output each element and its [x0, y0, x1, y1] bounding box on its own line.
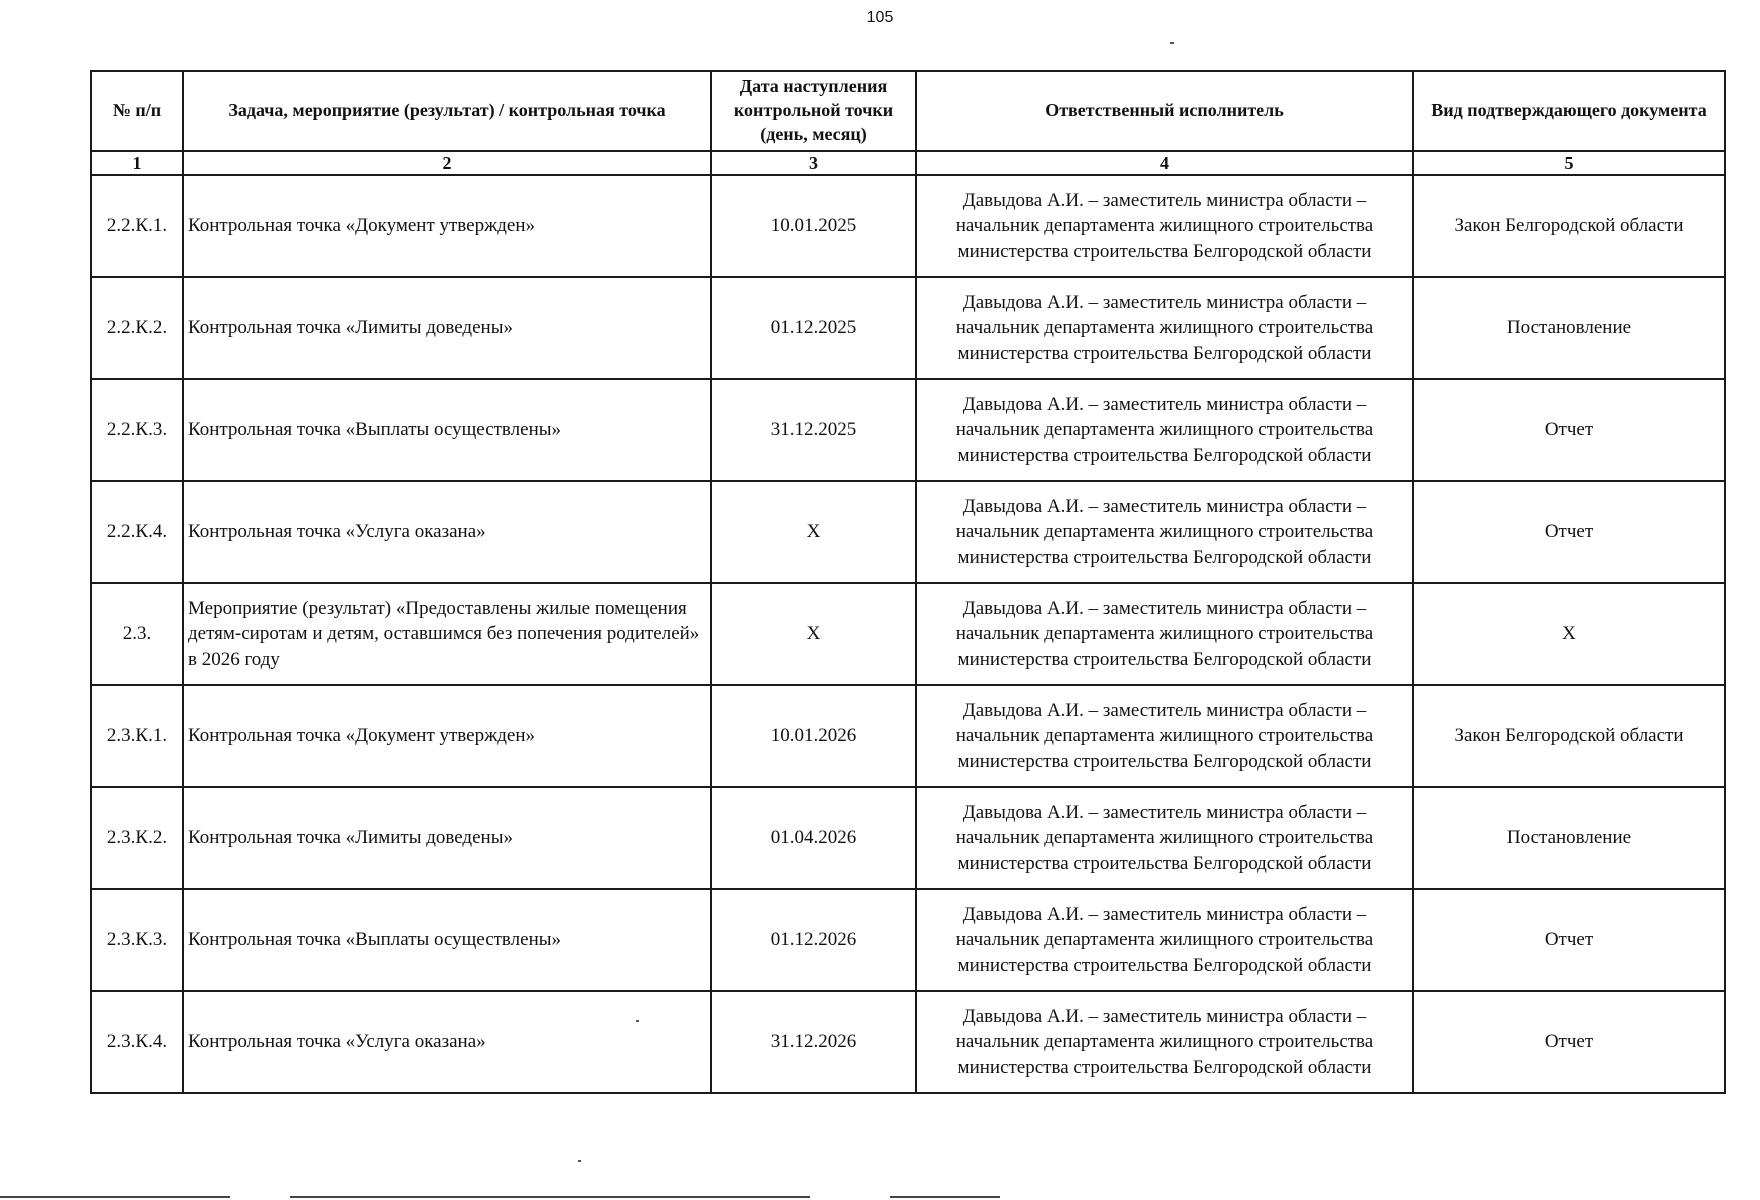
row-task: Контрольная точка «Услуга оказана» [183, 481, 711, 583]
row-responsible: Давыдова А.И. – заместитель министра области – начальник департамента жилищного строительства министерства строительства Белгородской области [916, 175, 1413, 277]
table-row [91, 175, 1725, 277]
row-document: Отчет [1413, 991, 1725, 1093]
row-date: 10.01.2025 [711, 175, 916, 277]
row-date: 10.01.2026 [711, 685, 916, 787]
header-task: Задача, мероприятие (результат) / контрольная точка [183, 71, 711, 151]
row-responsible: Давыдова А.И. – заместитель министра области – начальник департамента жилищного строительства министерства строительства Белгородской области [916, 991, 1413, 1093]
header-number: № п/п [91, 71, 183, 151]
row-number: 2.3.К.3. [91, 889, 183, 991]
table-row [91, 991, 1725, 1093]
column-number: 5 [1413, 151, 1725, 175]
row-responsible: Давыдова А.И. – заместитель министра области – начальник департамента жилищного строительства министерства строительства Белгородской области [916, 583, 1413, 685]
column-number: 3 [711, 151, 916, 175]
column-number: 1 [91, 151, 183, 175]
row-number: 2.3. [91, 583, 183, 685]
control-points-table [90, 70, 1726, 1094]
page-number: 105 [866, 9, 894, 26]
table-header-row [91, 71, 1725, 151]
table-row [91, 583, 1725, 685]
header-date: Дата наступления контрольной точки (день, месяц) [711, 71, 916, 151]
table-row [91, 481, 1725, 583]
row-number: 2.3.К.1. [91, 685, 183, 787]
column-number: 4 [916, 151, 1413, 175]
row-number: 2.3.К.4. [91, 991, 183, 1093]
row-task: Контрольная точка «Документ утвержден» [183, 685, 711, 787]
row-task: Контрольная точка «Лимиты доведены» [183, 787, 711, 889]
table-row [91, 787, 1725, 889]
row-date: 01.04.2026 [711, 787, 916, 889]
table-row [91, 379, 1725, 481]
column-number-row [91, 151, 1725, 175]
row-responsible: Давыдова А.И. – заместитель министра области – начальник департамента жилищного строительства министерства строительства Белгородской области [916, 685, 1413, 787]
table-row [91, 685, 1725, 787]
row-task: Мероприятие (результат) «Предоставлены жилые помещения детям-сиротам и детям, оставшимся без попечения родителей» в 2026 году [183, 583, 711, 685]
row-number: 2.2.К.1. [91, 175, 183, 277]
row-document: Закон Белгородской области [1413, 175, 1725, 277]
row-document: X [1413, 583, 1725, 685]
row-document: Отчет [1413, 481, 1725, 583]
row-number: 2.2.К.3. [91, 379, 183, 481]
row-responsible: Давыдова А.И. – заместитель министра области – начальник департамента жилищного строительства министерства строительства Белгородской области [916, 277, 1413, 379]
footer-rule [890, 1196, 1000, 1198]
row-number: 2.3.К.2. [91, 787, 183, 889]
row-number: 2.2.К.2. [91, 277, 183, 379]
footer-rule [290, 1196, 810, 1198]
row-document: Отчет [1413, 379, 1725, 481]
row-date: 31.12.2026 [711, 991, 916, 1093]
row-date: 01.12.2026 [711, 889, 916, 991]
row-task: Контрольная точка «Услуга оказана» [183, 991, 711, 1093]
row-responsible: Давыдова А.И. – заместитель министра области – начальник департамента жилищного строительства министерства строительства Белгородской области [916, 379, 1413, 481]
row-date: X [711, 481, 916, 583]
row-responsible: Давыдова А.И. – заместитель министра области – начальник департамента жилищного строительства министерства строительства Белгородской области [916, 481, 1413, 583]
row-task: Контрольная точка «Выплаты осуществлены» [183, 889, 711, 991]
scan-speck [1170, 42, 1174, 44]
footer-rule [0, 1196, 230, 1198]
row-document: Отчет [1413, 889, 1725, 991]
row-document: Постановление [1413, 787, 1725, 889]
header-responsible: Ответственный исполнитель [916, 71, 1413, 151]
table-row [91, 277, 1725, 379]
row-task: Контрольная точка «Лимиты доведены» [183, 277, 711, 379]
row-date: 31.12.2025 [711, 379, 916, 481]
row-task: Контрольная точка «Выплаты осуществлены» [183, 379, 711, 481]
row-number: 2.2.К.4. [91, 481, 183, 583]
row-responsible: Давыдова А.И. – заместитель министра области – начальник департамента жилищного строительства министерства строительства Белгородской области [916, 787, 1413, 889]
row-date: X [711, 583, 916, 685]
header-document: Вид подтверждающего документа [1413, 71, 1725, 151]
row-date: 01.12.2025 [711, 277, 916, 379]
row-task: Контрольная точка «Документ утвержден» [183, 175, 711, 277]
scan-speck [578, 1160, 581, 1162]
row-document: Постановление [1413, 277, 1725, 379]
row-responsible: Давыдова А.И. – заместитель министра области – начальник департамента жилищного строительства министерства строительства Белгородской области [916, 889, 1413, 991]
column-number: 2 [183, 151, 711, 175]
table-row [91, 889, 1725, 991]
row-document: Закон Белгородской области [1413, 685, 1725, 787]
